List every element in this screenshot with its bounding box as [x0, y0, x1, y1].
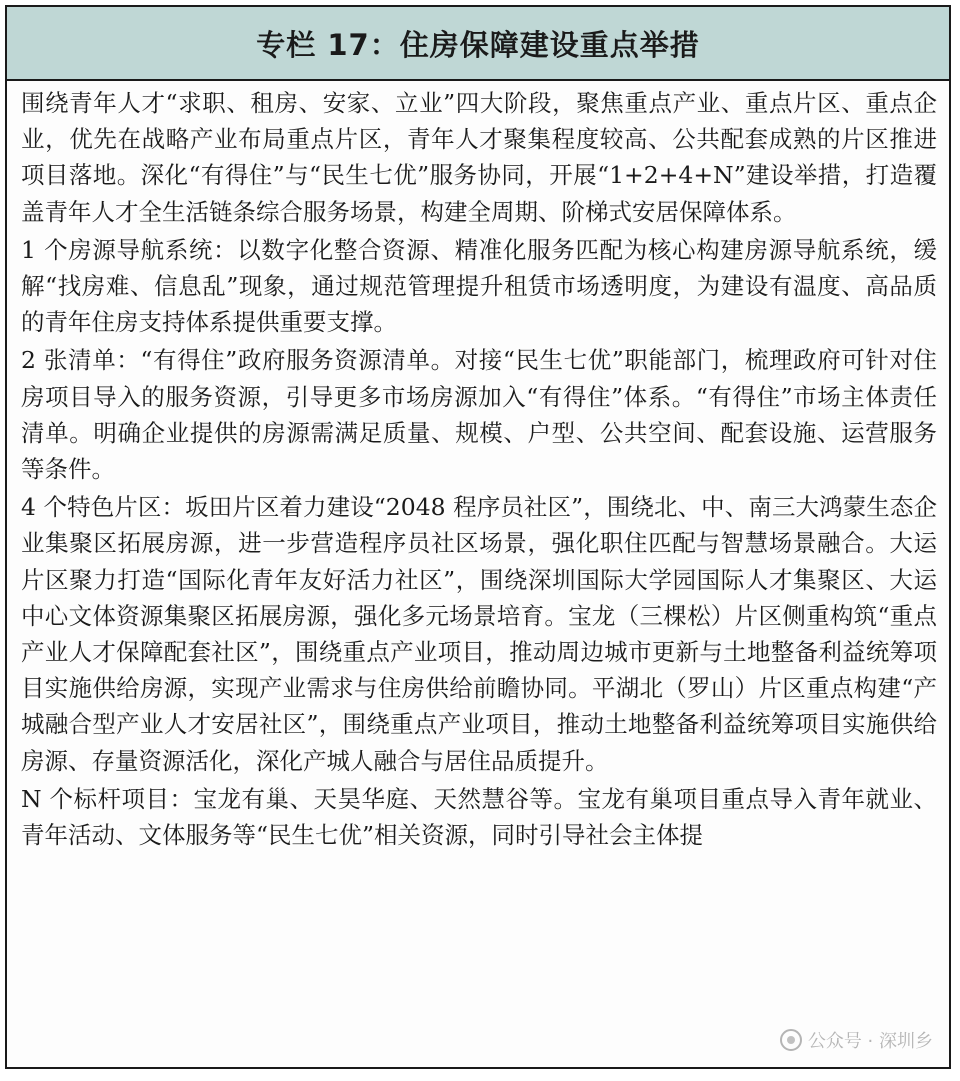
box-header [7, 7, 949, 81]
feature-box [5, 5, 951, 1069]
watermark [780, 1027, 933, 1053]
box-content [7, 81, 949, 853]
housing-navigation-paragraph: 1 个房源导航系统：以数字化整合资源、精准化服务匹配为核心构建房源导航系统，缓解“找房难、信息乱”现象，通过规范管理提升租赁市场透明度，为建设有温度、高品质的青年住房支持体系提供重要支撑。 [21, 235, 937, 337]
watermark-text: 公众号 · 深圳乡 [807, 1031, 933, 1052]
four-districts-paragraph: 4 个特色片区：坂田片区着力建设“2048 程序员社区”，围绕北、中、南三大鸿蒙生态企业集聚区拓展房源，进一步营造程序员社区场景，强化职住匹配与智慧场景融合。大运片区聚力打造“国际化青年友好活力社区”，围绕深圳国际大学园国际人才集聚区、大运中心文体资源集聚区拓展房源，强化多元场景培育。宝龙（三棵松）片区侧重构筑“重点产业人才保障配套社区”，围绕重点产业项目，推动周边城市更新与土地整备利益统筹项目实施供给房源，实现产业需求与住房供给前瞻协同。平湖北（罗山）片区重点构建“产城融合型产业人才安居社区”，围绕重点产业项目，推动土地整备利益统筹项目实施供给房源、存量资源活化，深化产城人融合与居住品质提升。 [21, 493, 937, 775]
wechat-logo-icon [780, 1029, 802, 1051]
two-lists-paragraph: 2 张清单：“有得住”政府服务资源清单。对接“民生七优”职能部门，梳理政府可针对住房项目导入的服务资源，引导更多市场房源加入“有得住”体系。“有得住”市场主体责任清单。明确企业提供的房源需满足质量、规模、户型、公共空间、配套设施、运营服务等条件。 [21, 346, 937, 484]
intro-paragraph: 围绕青年人才“求职、租房、安家、立业”四大阶段，聚焦重点产业、重点片区、重点企业，优先在战略产业布局重点片区，青年人才聚集程度较高、公共配套成熟的片区推进项目落地。深化“有得住”与“民生七优”服务协同，开展“1+2+4+N”建设举措，打造覆盖青年人才全生活链条综合服务场景，构建全周期、阶梯式安居保障体系。 [21, 89, 937, 226]
box-title: 专栏 17：住房保障建设重点举措 [256, 27, 700, 62]
benchmark-projects-paragraph: N 个标杆项目：宝龙有巢、天昊华庭、天然慧谷等。宝龙有巢项目重点导入青年就业、青年活动、文体服务等“民生七优”相关资源，同时引导社会主体提 [21, 784, 937, 850]
